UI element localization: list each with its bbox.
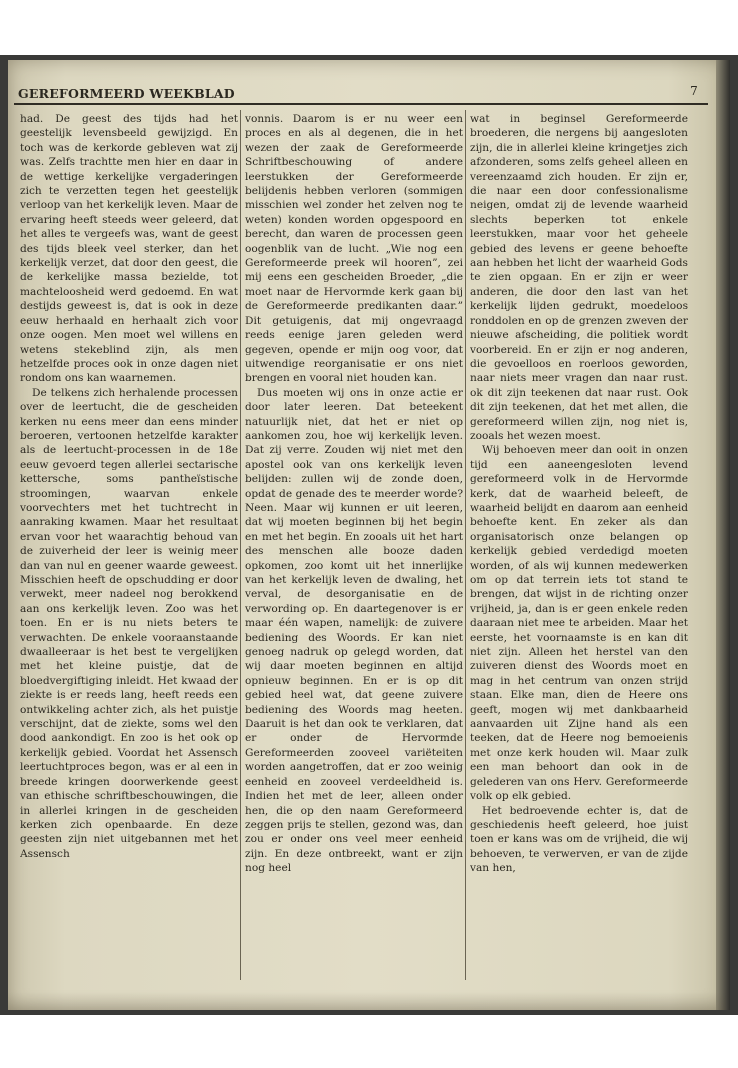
paragraph: Het bedroevende echter is, dat de geschiedenis heeft geleerd, hoe juist toen er kans was om de vrijheid, die wij behoeven, te verwerven, er van de zijde van hen, — [470, 804, 688, 875]
paragraph: had. De geest des tijds had het geestelijk levensbeeld gewijzigd. En toch was de kerkorde gebleven wat zij was. Zelfs trachtte men hier en daar in de wettige kerkelijke vergaderingen zich te verzetten tegen het geestelijk verloop van het kerkelijk leven. Maar de ervaring heeft steeds weer geleerd, dat het alles te vergeefs was, want de geest des tijds bleek veel sterker, dan het kerkelijk verzet, dat door den geest, die de kerkelijke massa bezielde, tot machteloosheid werd gedoemd. En wat destijds geweest is, dat is ook in deze eeuw herhaald en herhaalt zich voor onze oogen. Men moet wel willens en wetens stekeblind zijn, als men hetzelfde proces ook in onze dagen niet rondom ons kan waarnemen. — [20, 113, 238, 385]
column-1 — [20, 112, 238, 982]
page-number: 7 — [690, 84, 698, 98]
paragraph: Wij behoeven meer dan ooit in onzen tijd een aaneengesloten levend gereformeerd volk in de Hervormde kerk, dat de waarheid beleeft, de waarheid belijdt en daarom aan eenheid behoefte kent. En zeker als dan organisatorisch onze belangen op kerkelijk gebied verdedigd moeten worden, of als wij kunnen medewerken om op dat terrein iets tot stand te brengen, dat wijst in de richting onzer vrijheid, ja, dan is er geen enkele reden daaraan niet mee te arbeiden. Maar het eerste, het voornaamste is en kan dit niet zijn. Alleen het herstel van den zuiveren dienst des Woords moet en mag in het centrum van onzen strijd staan. Elke man, dien de Heere ons geeft, mogen wij met dankbaarheid aanvaarden uit Zijne hand als een teeken, dat de Heere nog bemoeienis met onze kerk houden wil. Maar zulk een man behoort dan ook in de gelederen van ons Herv. Gereformeerde volk op elk gebied. — [470, 444, 688, 803]
paragraph: Dus moeten wij ons in onze actie er door later leeren. Dat beteekent natuurlijk niet, dat het er niet op aankomen zou, hoe wij kerkelijk leven. Dat zij verre. Zouden wij niet met den apostel ook van ons kerkelijk leven belijden: zullen wij de zonde doen, opdat de genade des te meerder worde? Neen. Maar wij kunnen er uit leeren, dat wij moeten beginnen bij het begin en met het begin. En zooals uit het hart des menschen alle booze daden opkomen, zoo komt uit het innerlijke van het kerkelijk leven de dwaling, het verval, de desorganisatie en de verwording op. En daartegenover is er maar één wapen, namelijk: de zuivere bediening des Woords. Er kan niet genoeg nadruk op gelegd worden, dat wij daar moeten beginnen en altijd opnieuw beginnen. En er is op dit gebied heel wat, dat geene zuivere bediening des Woords mag heeten. Daaruit is het dan ook te verklaren, dat er onder de Hervormde Gereformeerden zooveel variëteiten worden aangetroffen, dat er zoo weinig eenheid en zooveel verdeeldheid is. Indien het met de leer, alleen onder hen, die op den naam Gereformeerd zeggen prijs te stellen, gezond was, dan zou er onder ons veel meer eenheid zijn. En deze ontbreekt, want er zijn nog heel — [245, 386, 463, 875]
page-bottom-shadow — [8, 992, 726, 1010]
running-header — [14, 84, 708, 104]
column-divider — [465, 110, 466, 980]
publication-title: GEREFORMEERD WEEKBLAD — [18, 86, 235, 101]
paragraph: wat in beginsel Gereformeerde broederen, die nergens bij aangesloten zijn, die in allerlei kleine kringetjes zich afzonderen, soms zelfs geheel alleen en vereenzaamd zich houden. Er zijn er, die naar een door confessionalisme neigen, omdat zij de levende waarheid slechts beperken tot enkele leerstukken, maar voor het geheele gebied des levens er geene behoefte aan hebben het licht der waarheid Gods te zien opgaan. En er zijn er weer anderen, die door den last van het kerkelijk lijden gedrukt, moedeloos ronddolen en op de grenzen zweven der nieuwe afscheiding, die politiek wordt voorbereid. En er zijn er nog anderen, die gevoelloos en roerloos geworden, naar niets meer vragen dan naar rust. ok dit zijn teekenen dat naar rust. Ook dit zijn teekenen, dat het met allen, die gereformeerd willen zijn, nog niet is, zooals het wezen moest. — [470, 113, 688, 442]
header-rule — [14, 103, 708, 105]
column-2 — [245, 112, 463, 982]
paragraph: vonnis. Daarom is er nu weer een proces en als al degenen, die in het wezen der zaak de Gereformeerde Schriftbeschouwing of andere leerstukken der Gereformeerde belijdenis hebben verloren (sommigen misschien wel zonder het zelven nog te weten) konden worden opgespoord en berecht, dan waren de processen geen oogenblik van de lucht. „Wie nog een Gereformeerde preek wil hooren”, zei mij eens een gescheiden Broeder, „die moet naar de Hervormde kerk gaan bij de Gereformeerde predikanten daar.” Dit getuigenis, dat mij ongevraagd reeds eenige jaren geleden werd gegeven, opende er mijn oog voor, dat uitwendige reorganisatie er ons niet brengen en vooral niet houden kan. — [245, 113, 463, 385]
paragraph: De telkens zich herhalende processen over de leertucht, die de gescheiden kerken nu eens meer dan eens minder beroeren, vertoonen hetzelfde karakter als de leertucht-processen in de 18e eeuw gevoerd tegen allerlei sectarische kettersche, soms pantheïstische stroomingen, waarvan enkele voorvechters met het tuchtrecht in aanraking kwamen. Maar het resultaat ervan voor het waarachtig behoud van de zuiverheid der leer is weinig meer dan van nul en geener waarde geweest. Misschien heeft de opschudding er door verwekt, meer nadeel nog berokkend aan ons kerkelijk leven. Zoo was het toen. En er is nu niets beters te verwachten. De enkele vooraanstaande dwaalleeraar is het best te vergelijken met het kleine puistje, dat de bloedvergiftiging inleidt. Het kwaad der ziekte is er reeds lang, heeft reeds een ontwikkeling achter zich, als het puistje verschijnt, dat de ziekte, soms wel den dood aankondigt. En zoo is het ook op kerkelijk gebied. Voordat het Assensch leertuchtproces begon, was er al een in breede kringen doorwerkende geest van ethische schriftbeschouwingen, die in allerlei kringen in de gescheiden kerken zich openbaarde. En deze geesten zijn niet uitgebannen met het Assensch — [20, 386, 238, 860]
column-divider — [240, 110, 241, 980]
page-spine-shadow — [716, 60, 730, 1010]
column-3 — [470, 112, 688, 982]
